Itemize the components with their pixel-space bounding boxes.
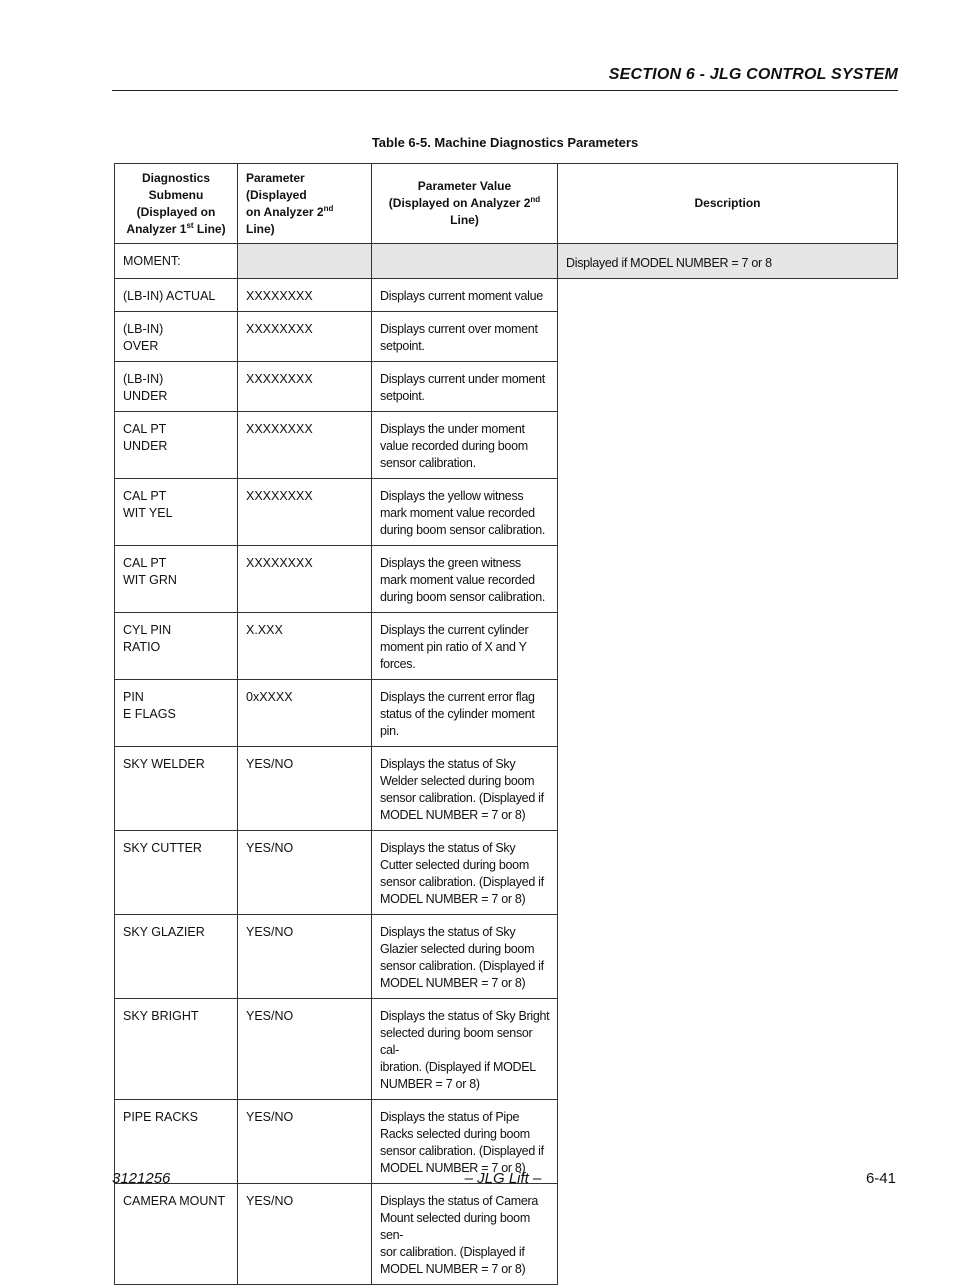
value-cell-text: XXXXXXXX <box>246 372 313 386</box>
parameter-cell <box>115 915 238 999</box>
value-cell-text: 0xXXXX <box>246 690 293 704</box>
description-cell-text: Displays the status of Sky Bright selected during boom sensor cal- ibration. (Displayed if MODEL NUMBER = 7 or 8) <box>380 1009 550 1091</box>
value-cell <box>238 999 372 1100</box>
table-row <box>115 479 898 546</box>
description-cell <box>372 412 558 479</box>
parameter-cell-text: (LB-IN) UNDER <box>123 372 168 403</box>
value-cell-text: YES/NO <box>246 1194 294 1208</box>
parameter-cell <box>115 613 238 680</box>
description-cell <box>372 747 558 831</box>
parameter-cell <box>115 680 238 747</box>
description-cell-text: Displays the status of Pipe Racks selected during boom sensor calibration. (Displayed if MODEL NUMBER = 7 or 8) <box>380 1110 544 1175</box>
parameter-cell-text: CYL PIN RATIO <box>123 623 172 654</box>
table-row <box>115 613 898 680</box>
table-row <box>115 312 898 362</box>
description-cell <box>372 680 558 747</box>
description-cell <box>372 279 558 312</box>
value-cell <box>238 1184 372 1285</box>
parameter-cell-text: PIPE RACKS <box>123 1110 199 1124</box>
table-row <box>115 279 898 312</box>
table-row <box>115 546 898 613</box>
description-cell-text: Displays the status of Sky Cutter selected during boom sensor calibration. (Displayed if MODEL NUMBER = 7 or 8) <box>380 841 544 906</box>
header-description: Description <box>558 164 898 244</box>
value-cell-text: XXXXXXXX <box>246 289 313 303</box>
parameter-cell <box>115 999 238 1100</box>
description-cell-text: Displays the green witness mark moment value recorded during boom sensor calibration. <box>380 556 546 604</box>
description-cell-text: Displays current moment value <box>380 289 543 303</box>
value-cell <box>238 479 372 546</box>
description-cell-text: Displays current under moment setpoint. <box>380 372 545 403</box>
parameter-cell <box>115 831 238 915</box>
description-cell-text: Displays the status of Sky Welder selected during boom sensor calibration. (Displayed if MODEL NUMBER = 7 or 8) <box>380 757 544 822</box>
value-cell <box>238 831 372 915</box>
parameter-cell <box>115 412 238 479</box>
submenu-note: Displayed if MODEL NUMBER = 7 or 8 <box>566 256 772 270</box>
moment-description-cell <box>558 244 898 279</box>
value-cell <box>238 546 372 613</box>
description-cell-text: Displays the yellow witness mark moment value recorded during boom sensor calibration. <box>380 489 546 537</box>
parameter-cell-text: (LB-IN) ACTUAL <box>123 289 216 303</box>
document-number: 3121256 <box>112 1170 171 1187</box>
parameter-cell <box>115 479 238 546</box>
parameter-cell <box>115 312 238 362</box>
parameter-cell-text: CAL PT WIT YEL <box>123 489 173 520</box>
table-row <box>115 1184 898 1285</box>
description-cell <box>372 915 558 999</box>
moment-parameter-cell <box>238 244 372 279</box>
table-header-row <box>115 164 898 244</box>
parameter-cell <box>115 279 238 312</box>
parameter-cell-text: SKY CUTTER <box>123 841 202 855</box>
value-cell-text: XXXXXXXX <box>246 556 313 570</box>
value-cell-text: YES/NO <box>246 757 294 771</box>
value-cell <box>238 915 372 999</box>
table-row <box>115 915 898 999</box>
value-cell-text: YES/NO <box>246 1009 294 1023</box>
parameter-cell-text: CAL PT WIT GRN <box>123 556 177 587</box>
value-cell-text: YES/NO <box>246 841 294 855</box>
value-cell <box>238 747 372 831</box>
description-cell <box>372 831 558 915</box>
page-number: 6-41 <box>865 1170 896 1187</box>
description-cell-text: Displays the under moment value recorded during boom sensor calibration. <box>380 422 528 470</box>
parameter-cell <box>115 1184 238 1285</box>
value-cell <box>238 680 372 747</box>
description-cell <box>372 1184 558 1285</box>
description-cell <box>372 999 558 1100</box>
value-cell-text: XXXXXXXX <box>246 422 313 436</box>
table-row <box>115 747 898 831</box>
section-title: SECTION 6 - JLG CONTROL SYSTEM <box>608 66 898 83</box>
table-row <box>115 999 898 1100</box>
table-row-moment <box>115 244 898 279</box>
parameter-cell <box>115 747 238 831</box>
description-cell-text: Displays the current cylinder moment pin ratio of X and Y forces. <box>380 623 529 671</box>
value-cell <box>238 613 372 680</box>
description-cell <box>372 613 558 680</box>
submenu-label: MOMENT: <box>123 254 181 268</box>
table-row <box>115 680 898 747</box>
moment-value-cell <box>372 244 558 279</box>
description-cell-text: Displays the status of Sky Glazier selected during boom sensor calibration. (Displayed if MODEL NUMBER = 7 or 8) <box>380 925 544 990</box>
header-parameter: Parameter (Displayed on Analyzer 2nd Line) <box>238 164 372 244</box>
diagnostics-table <box>114 163 898 1285</box>
table-row <box>115 412 898 479</box>
footer-center: – JLG Lift – <box>464 1170 542 1187</box>
description-cell-text: Displays the status of Camera Mount selected during boom sen- sor calibration. (Displayed if MODEL NUMBER = 7 or 8) <box>380 1194 539 1276</box>
value-cell <box>238 362 372 412</box>
description-cell-text: Displays current over moment setpoint. <box>380 322 538 353</box>
value-cell <box>238 279 372 312</box>
parameter-cell-text: SKY BRIGHT <box>123 1009 199 1023</box>
submenu-moment-cell <box>115 244 238 279</box>
parameter-cell-text: CAL PT UNDER <box>123 422 168 453</box>
header-value: Parameter Value (Displayed on Analyzer 2nd Line) <box>372 164 558 244</box>
header-submenu: Diagnostics Submenu (Displayed on Analyzer 1st Line) <box>115 164 238 244</box>
parameter-cell <box>115 546 238 613</box>
table-row <box>115 362 898 412</box>
value-cell-text: X.XXX <box>246 623 283 637</box>
description-cell-text: Displays the current error flag status of the cylinder moment pin. <box>380 690 535 738</box>
parameter-cell-text: CAMERA MOUNT <box>123 1194 226 1208</box>
parameter-cell-text: SKY GLAZIER <box>123 925 205 939</box>
description-cell <box>372 362 558 412</box>
description-cell <box>372 312 558 362</box>
table-row <box>115 831 898 915</box>
description-cell <box>372 479 558 546</box>
value-cell-text: YES/NO <box>246 1110 294 1124</box>
value-cell-text: XXXXXXXX <box>246 322 313 336</box>
value-cell-text: XXXXXXXX <box>246 489 313 503</box>
value-cell-text: YES/NO <box>246 925 294 939</box>
table-caption: Table 6-5. Machine Diagnostics Parameters <box>371 135 639 150</box>
parameter-cell <box>115 362 238 412</box>
description-cell <box>372 546 558 613</box>
parameter-cell-text: PIN E FLAGS <box>123 690 176 721</box>
parameter-cell-text: SKY WELDER <box>123 757 205 771</box>
page-header <box>112 64 898 91</box>
value-cell <box>238 412 372 479</box>
parameter-cell-text: (LB-IN) OVER <box>123 322 164 353</box>
value-cell <box>238 312 372 362</box>
